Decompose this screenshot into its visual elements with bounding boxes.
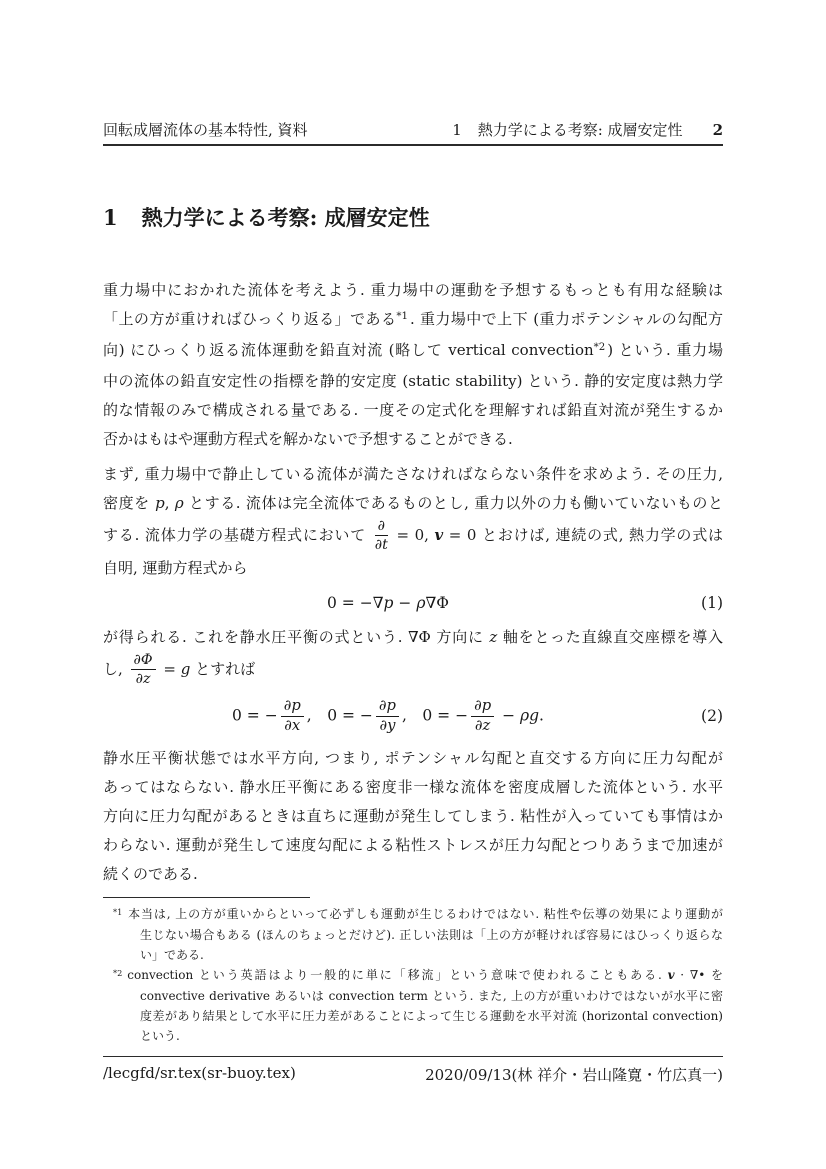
text-line [103,925,723,945]
text-segment: とする. 流体は完全流体であるものとし, 重力以外の力も働いていないものと [183,494,723,512]
text-line [103,425,723,454]
section-number: 1 [103,205,118,230]
text-line [103,986,723,1006]
text-segment: 否かはもはや運動方程式を解かないで予想することができる. [103,430,513,448]
equation-1-number: (1) [701,593,723,612]
text-segment: ρg [519,706,540,725]
text-segment: − [497,706,520,725]
text-line [103,744,723,773]
header-rule [103,144,723,146]
text-segment: 続くのである. [103,865,198,884]
text-segment: p [155,494,165,512]
text-line [103,945,723,965]
text-segment: convection という英語はより一般的に単に「移流」という意味で使われることもある. [127,968,668,983]
equation-2-number: (2) [701,706,723,725]
paragraph-1 [103,276,723,454]
fraction: $\frac{\partial p}{\partial z}$ [471,698,494,735]
footnote-1 [103,904,723,965]
text-segment: . [539,706,544,725]
text-segment: 0 = − [327,706,373,725]
text-line [103,860,723,889]
text-line [103,554,723,583]
footnote-marker: *2 [113,967,123,978]
text-segment: 密度を [103,494,156,512]
text-segment: p [383,593,394,612]
fraction: $\frac{\partial p}{\partial x}$ [281,698,304,735]
footnote-marker: *1 [113,906,123,917]
header-page-number: 2 [712,121,723,139]
section-heading [103,204,723,232]
footnote-marker: *1 [396,311,408,323]
text-segment: . 重力場中で上下 (重力ポテンシャルの勾配方 [409,310,723,328]
text-segment: v [667,968,675,983]
fraction: $\frac{\partial}{\partial t}$ [374,518,388,554]
equation-2 [103,698,723,735]
text-segment: 軸をとった直線直交座標を導入 [497,627,723,646]
text-segment: ρ [174,494,184,512]
text-line [103,276,723,305]
header-document-title: 回転成層流体の基本特性, 資料 [103,121,308,139]
text-segment: あってはならない. 静水圧平衡にある密度非一様な流体を密度成層した流体という. 水平 [103,778,723,797]
text-segment: g [180,659,191,678]
text-segment: · ∇• を [674,968,723,983]
text-line [103,489,723,518]
text-line [103,396,723,425]
text-segment: 自明, 運動方程式から [103,558,248,577]
text-segment: ) という. 重力場 [607,341,723,359]
fraction: $\frac{\partial p}{\partial y}$ [376,698,399,735]
text-line [103,367,723,396]
text-segment: convective derivative あるいは convection term という. また, 上の方が重いわけではないが水平に密 [140,989,723,1004]
footnote-rule [103,897,310,898]
footer-file-path: /lecgfd/sr.tex(sr-buoy.tex) [103,1064,296,1082]
text-line [103,1026,723,1046]
text-segment: , [401,706,423,725]
text-segment: 的な情報のみで構成される量である. 一度その定式化を理解すれば鉛直対流が発生するか [103,401,723,419]
text-segment: し, [103,659,128,678]
paragraph-3 [103,623,723,688]
text-segment: = 0 とおけば, 連続の式, 熱力学の式は [443,525,723,544]
section-title: 熱力学による考察: 成層安定性 [141,205,430,230]
text-segment: まず, 重力場中で静止している流体が満たさなければならない条件を求めよう. その圧力, [103,465,723,483]
text-segment: v [434,525,444,544]
text-segment: = 0, [390,525,435,544]
text-line [103,965,723,986]
text-segment: 0 = − [422,706,469,725]
text-segment: − [393,593,417,612]
text-segment: とすれば [190,659,256,678]
text-segment: 中の流体の鉛直安定性の指標を静的安定度 (static stability) という. 静的安定度は熱力学 [103,372,723,390]
text-line [103,305,723,336]
text-segment: 生じない場合もある (ほんのちょっとだけど). 正しい法則は「上の方が軽ければ容易にはひっくり返らな [140,928,723,943]
equation-1 [103,593,723,613]
text-segment: 「上の方が重ければひっくり返る」である [103,310,397,328]
text-segment: 向) にひっくり返る流体運動を鉛直対流 (略して vertical convection [103,341,594,359]
text-segment: 静水圧平衡状態では水平方向, つまり, ポテンシャル勾配と直交する方向に圧力勾配が [103,749,723,768]
text-segment: ∇Φ [425,593,449,612]
text-line [103,652,723,688]
text-line [103,773,723,802]
footnote-2 [103,965,723,1046]
header-section-title: 熱力学による考察: 成層安定性 [477,121,683,139]
text-segment: い」である. [140,948,204,963]
text-segment: , [164,494,175,512]
text-segment: z [489,627,498,646]
running-header [103,120,723,140]
paragraph-2 [103,460,723,583]
page-footer [103,1056,723,1085]
text-segment: する. 流体力学の基礎方程式において [103,525,372,544]
text-line [103,623,723,652]
text-segment: , [306,706,328,725]
text-segment: 重力場中におかれた流体を考えよう. 重力場中の運動を予想するもっとも有用な経験は [103,281,723,299]
text-segment: = [158,659,181,678]
text-segment: 方向に圧力勾配があるときは直ちに運動が発生してしまう. 粘性が入っていても事情はか [103,807,723,826]
text-line [103,336,723,367]
text-segment: 本当は, 上の方が重いからといって必ずしも運動が生じるわけではない. 粘性や伝導の効果により運動が [127,907,723,922]
text-segment: 0 = −∇ [327,593,384,612]
equation-1-body [103,593,673,613]
text-line [103,518,723,554]
text-line [103,904,723,925]
text-segment: 0 = − [232,706,278,725]
text-line [103,802,723,831]
text-segment: という. [140,1029,180,1044]
text-line [103,1006,723,1026]
paragraph-4 [103,744,723,889]
footnote-marker: *2 [593,342,606,354]
text-line [103,831,723,860]
header-section-number: 1 [452,121,462,139]
footer-date-authors: 2020/09/13(林 祥介・岩山隆寛・竹広真一) [425,1066,723,1084]
text-segment: 度差があり結果として水平に圧力差があることによって生じる運動を水平対流 (horizontal convection) [140,1009,723,1024]
text-segment: が得られる. これを静水圧平衡の式という. ∇Φ 方向に [103,627,490,646]
equation-2-body [103,698,673,735]
text-segment: わらない. 運動が発生して速度勾配による粘性ストレスが圧力勾配とつりあうまで加速が [103,836,723,855]
text-segment: ρ [416,593,426,612]
fraction: $\frac{\partial\Phi}{\partial z}$ [131,652,156,688]
text-line [103,460,723,489]
